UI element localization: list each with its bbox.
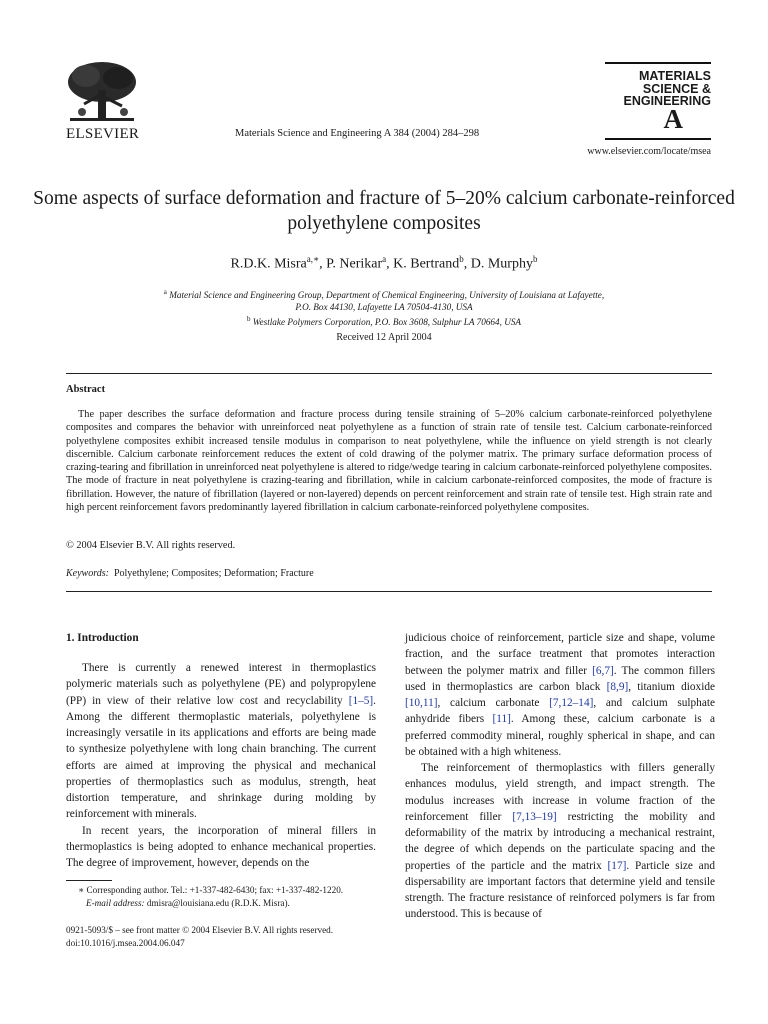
abstract-heading: Abstract [66,384,106,395]
received-date: Received 12 April 2004 [336,332,432,343]
citation-link[interactable]: [7,12–14] [549,697,594,709]
abstract-copyright: © 2004 Elsevier B.V. All rights reserved. [66,540,236,551]
author-name: P. Nerikar [326,256,383,272]
section-heading-introduction: 1. Introduction [66,632,139,644]
abstract-text: The paper describes the surface deformation and fracture process during tensile straining of 5–20% calcium carbonate-reinforced polyethylene composites and compares the behavior with unreinforced neat polyethylene as a function of strain rate of tensile test. Calcium carbonate-reinforced polyethylene composites exhibit increased tensile modulus in comparison to neat polyethylene, while the influence on yield strength is not clearly discernible. Calcium carbonate reinforcement reduces the extent of cold drawing of the polymer matrix. The primary surface deformation process of crazing-tearing and fibrillation in unreinforced neat polyethylene is altered to ridge/wedge tearing in calcium carbonate-reinforced polyethylene composites. The mode of fracture in neat polyethylene is crazing-tearing and fibrillation, while in calcium carbonate-reinforced composites, the mode of fracture is fibrillation. However, the nature of fibrillation (layered or non-layered) depends on percent reinforcement and strain rate of tensile test. High strain rate and high percent reinforcement favors predominantly layered fibrillation in calcium carbonate-reinforced polyethylene composites. [66,409,712,513]
divider-top [66,373,712,374]
footnote-rule [66,880,112,881]
author-name: R.D.K. Misra [230,256,307,272]
intro-paragraph-3 [405,630,715,760]
journal-logo-box [605,62,711,140]
column-right [405,630,715,923]
author-affiliation-mark[interactable]: a,∗ [306,254,320,264]
author-name: K. Bertrand [393,256,460,272]
paragraph-text: , titanium dioxide [628,680,715,693]
paragraph-text: restricting the mobility and deformability of the matrix by introducing a mechanical restraint, the degree of which depends on the particulate spacing and the properties of the particle and the matrix [405,810,715,872]
affiliations [0,286,768,328]
front-matter [66,924,386,949]
paragraph-text: , calcium carbonate [437,697,550,709]
journal-logo-name: MATERIALS SCIENCE & ENGINEERING [623,69,711,108]
citation-link[interactable]: [7,13–19] [512,810,557,823]
keywords-list: Polyethylene; Composites; Deformation; Fracture [113,568,314,579]
publisher-name: ELSEVIER [66,126,140,142]
footnote-contact: ∗ Corresponding author. Tel.: +1-337-482-6430; fax: +1-337-482-1220. [78,885,344,895]
journal-url[interactable]: www.elsevier.com/locate/msea [587,146,711,157]
citation-link[interactable]: [6,7] [592,664,614,677]
paragraph-text: . Among the different thermoplastic materials, polyethylene is increasingly versatile in its applications and efforts are being made to synthesize polyethylene with long chain branching. The current efforts are aimed at improving the physical and mechanical properties of thermoplastics such as modulus, strength, heat distortion temperature, and shrinkage during molding by reinforcement with minerals. [66,694,376,821]
citation-link[interactable]: [10,11] [405,697,438,709]
paragraph-text: The reinforcement of thermoplastics with fillers generally enhances modulus, yield strength, and impact strength. The modulus increases with increase in volume fraction of the reinforcement filler [405,762,715,823]
corresponding-author-footnote [66,884,386,909]
paragraph-text: . Among these, calcium carbonate is a preferred commodity mineral, roughly spherical in shape, and can be obtained with a high whiteness. [405,713,715,758]
citation-link[interactable]: [1–5] [348,694,374,707]
affiliation-a: $^a$ Material Science and Engineering Group, Department of Chemical Engineering, University of Louisiana at Lafayette, [163,288,605,301]
divider-bottom [66,591,712,592]
author-list: R.D.K. Misra$^{a,∗}$, P. Nerikar$^a$, K. Bertrand$^b$, D. Murphy$^b$ [230,254,538,272]
intro-paragraph-1 [66,660,376,823]
keywords-label: Keywords: [66,568,109,579]
elsevier-tree-logo [64,60,140,126]
author-affiliation-mark[interactable]: a [382,254,387,264]
citation-link[interactable]: [11] [492,713,511,726]
paragraph-text: There is currently a renewed interest in thermoplastics polymeric materials such as polyethylene (PE) and polypropylene (PP) in view of their relative low cost and recyclability [66,662,376,707]
citation-link[interactable]: [8,9] [606,680,629,693]
author-affiliation-mark[interactable]: b [459,254,464,264]
journal-logo-section: A [663,104,683,134]
author-name: D. Murphy [470,256,533,272]
paragraph-text: judicious choice of reinforcement, particle size and shape, volume fraction, and the surface treatment that promotes interaction between the polymer matrix and filler [405,632,715,677]
paragraph-text: , and calcium sulphate anhydride fibers [405,697,715,726]
paragraph-text: In recent years, the incorporation of mineral fillers in thermoplastics is being adopted to enhance mechanical properties. The degree of improvement, however, depends on the [66,824,376,869]
intro-paragraph-4 [405,760,715,923]
keywords [66,568,314,579]
paragraph-text: . The common fillers used in thermoplastics are carbon black [405,664,715,693]
paragraph-text: . Particle size and dispersability are important factors that determine yield and tensile strength. The fracture resistance of reinforced polymers is far from understood. This is because of [405,859,715,921]
column-left [66,660,376,871]
journal-reference: Materials Science and Engineering A 384 (2004) 284–298 [235,128,480,139]
footnote-email: E-mail address: dmisra@louisiana.edu (R.D.K. Misra). [86,897,290,908]
affiliation-a-address: P.O. Box 44130, Lafayette LA 70504-4130, USA [295,302,473,313]
article-title: Some aspects of surface deformation and fracture of 5–20% calcium carbonate-reinforced polyethylene composites [33,188,735,234]
intro-paragraph-2 [66,823,376,872]
doi-line[interactable]: doi:10.1016/j.msea.2004.06.047 [66,937,185,948]
issn-line: 0921-5093/$ – see front matter © 2004 Elsevier B.V. All rights reserved. [66,925,334,935]
author-affiliation-mark[interactable]: b [532,254,538,264]
citation-link[interactable]: [17] [607,859,627,872]
affiliation-b: $^b$ Westlake Polymers Corporation, P.O. Box 3608, Sulphur LA 70664, USA [246,315,522,328]
